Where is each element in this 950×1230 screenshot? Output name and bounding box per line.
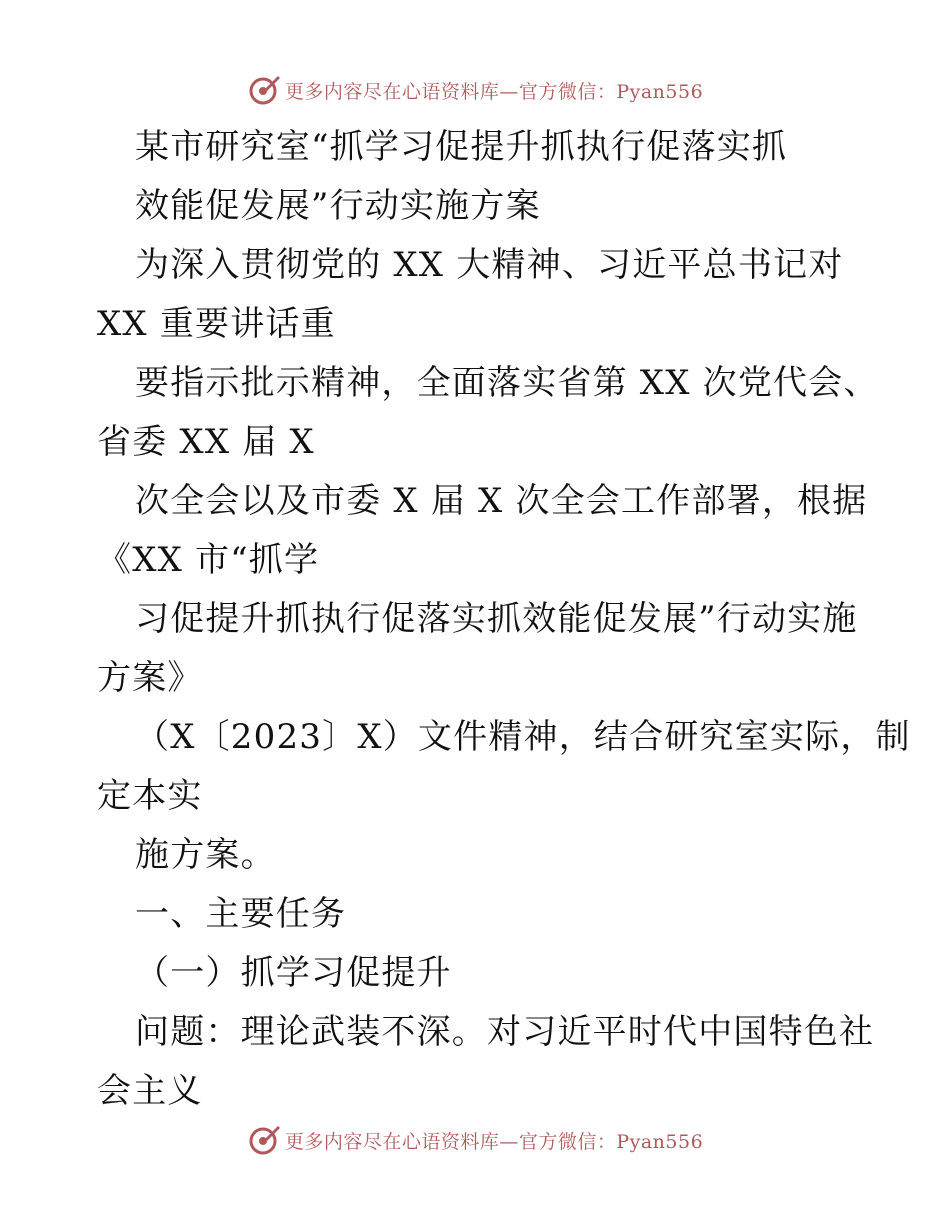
text-line: 定本实: [97, 776, 203, 816]
text-line: 会主义: [97, 1071, 203, 1111]
pen-logo-icon: [247, 73, 281, 107]
text-line: 一、主要任务: [135, 894, 347, 934]
watermark-footer: [0, 1120, 950, 1160]
text-line: （X〔2023〕X）文件精神，结合研究室实际，制: [135, 717, 911, 757]
text-line: 施方案。: [135, 835, 276, 875]
watermark-text: 更多内容尽在心语资料库—官方微信：Pyan556: [284, 1130, 704, 1153]
text-line: 要指示批示精神，全面落实省第 XX 次党代会、: [135, 363, 879, 403]
pen-logo-icon: [247, 1123, 281, 1157]
text-line: 次全会以及市委 X 届 X 次全会工作部署，根据: [135, 481, 868, 521]
text-line: 方案》: [97, 658, 203, 698]
watermark-header: [0, 70, 950, 110]
text-line: XX 重要讲话重: [97, 304, 336, 344]
watermark-text: 更多内容尽在心语资料库—官方微信：Pyan556: [284, 80, 704, 103]
text-line: 《XX 市“抓学: [97, 540, 320, 580]
text-line: 问题：理论武装不深。对习近平时代中国特色社: [135, 1012, 875, 1052]
text-line: 某市研究室“抓学习促提升抓执行促落实抓: [135, 127, 788, 167]
text-line: 效能促发展”行动实施方案: [135, 186, 541, 226]
text-line: 习促提升抓执行促落实抓效能促发展”行动实施: [135, 599, 858, 639]
text-line: 省委 XX 届 X: [97, 422, 315, 462]
document-body: [97, 118, 911, 1121]
text-line: （一）抓学习促提升: [135, 953, 452, 993]
text-line: 为深入贯彻党的 XX 大精神、习近平总书记对: [135, 245, 844, 285]
